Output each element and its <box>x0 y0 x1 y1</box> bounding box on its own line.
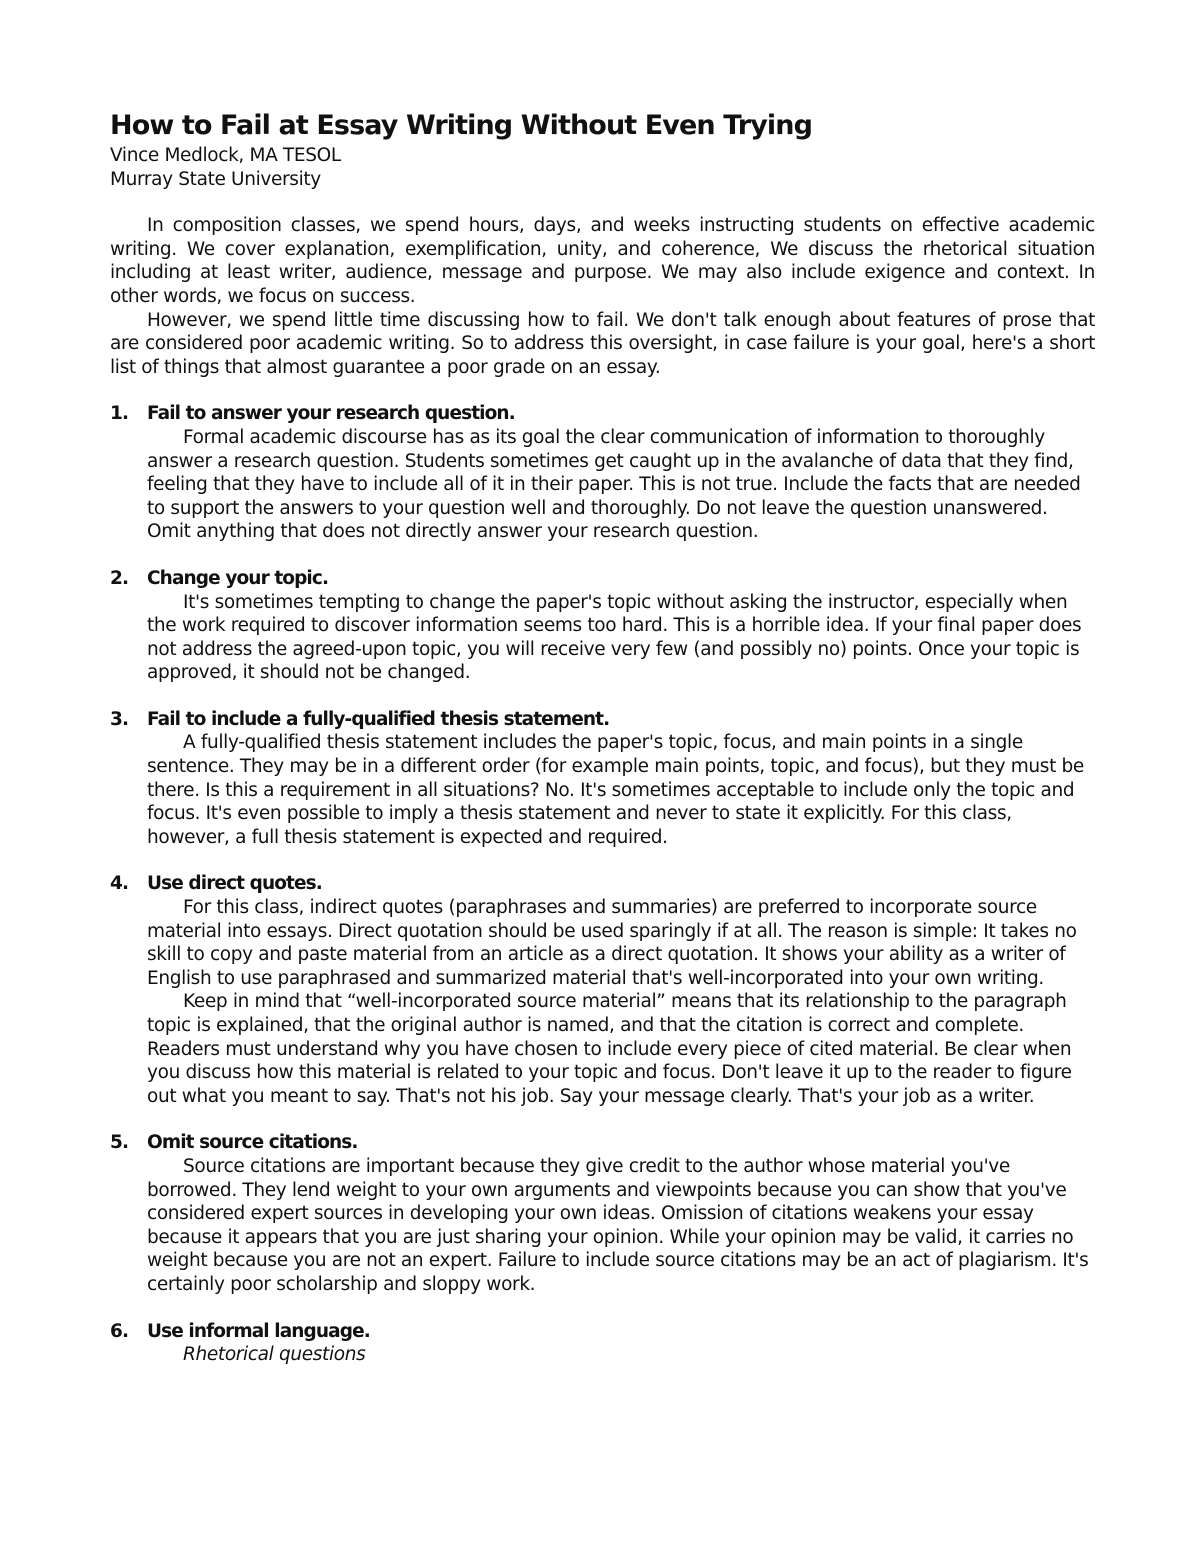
section-paragraph: It's sometimes tempting to change the paper's topic without asking the instructor, especially when the work required to discover information seems too hard. This is a horrible idea. If your final paper does not address the agreed-upon topic, you will receive very few (and possibly no) points. Once your topic is approved, it should not be changed. <box>147 591 1082 684</box>
document-page <box>110 108 1095 1367</box>
institution-line: Murray State University <box>110 168 321 190</box>
section-subheading: Rhetorical questions <box>183 1344 366 1366</box>
section-heading <box>110 872 1095 896</box>
section-body <box>147 426 1095 544</box>
section-paragraph: A fully-qualified thesis statement includes the paper's topic, focus, and main points in a single sentence. They may be in a different order (for example main points, topic, and focus), but they must be there. Is this a requirement in all situations? No. It's sometimes acceptable to include only the topic and focus. It's even possible to imply a thesis statement and never to state it explicitly. For this class, however, a full thesis statement is expected and required. <box>147 732 1084 848</box>
section-title: Fail to answer your research question. <box>147 403 515 425</box>
section-number: 1. <box>110 403 129 425</box>
section-body <box>147 1343 1095 1367</box>
section-body <box>147 1155 1095 1297</box>
section-3 <box>110 708 1095 850</box>
section-title: Use direct quotes. <box>147 873 322 895</box>
section-title: Use informal language. <box>147 1320 370 1342</box>
section-4 <box>110 872 1095 1108</box>
section-heading <box>110 708 1095 732</box>
author-line: Vince Medlock, MA TESOL <box>110 145 341 166</box>
section-1 <box>110 402 1095 544</box>
document-title: How to Fail at Essay Writing Without Even Trying <box>110 110 813 141</box>
section-title: Fail to include a fully-qualified thesis statement. <box>147 708 610 730</box>
section-heading <box>110 567 1095 591</box>
intro-paragraph: However, we spend little time discussing how to fail. We don't talk enough about features of prose that are considered poor academic writing. So to address this oversight, in case failure is your goal, here's a short list of things that almost guarantee a poor grade on an essay. <box>110 309 1095 378</box>
section-number: 2. <box>110 567 129 589</box>
section-5 <box>110 1131 1095 1296</box>
section-paragraph: Source citations are important because they give credit to the author whose material you've borrowed. They lend weight to your own arguments and viewpoints because you can show that you've considered expert sources in developing your own ideas. Omission of citations weakens your essay because it appears that you are just sharing your opinion. While your opinion may be valid, it carries no weight because you are not an expert. Failure to include source citations may be an act of plagiarism. It's certainly poor scholarship and sloppy work. <box>147 1155 1089 1295</box>
section-number: 4. <box>110 873 129 895</box>
intro-paragraph: In composition classes, we spend hours, days, and weeks instructing students on effective academic writing. We cover explanation, exemplification, unity, and coherence, We discuss the rhetorical situation including at least writer, audience, message and purpose. We may also include exigence and context. In other words, we focus on success. <box>110 215 1095 307</box>
section-body <box>147 591 1095 685</box>
section-number: 3. <box>110 708 129 730</box>
section-heading <box>110 1320 1095 1344</box>
section-paragraph: Keep in mind that “well-incorporated source material” means that its relationship to the paragraph topic is explained, that the original author is named, and that the citation is correct and complete. Readers must understand why you have chosen to include every piece of cited material. Be clear when you discuss how this material is related to your topic and focus. Don't leave it up to the reader to figure out what you meant to say. That's not his job. Say your message clearly. That's your job as a writer. <box>147 991 1072 1107</box>
section-body <box>147 731 1095 849</box>
section-paragraph: Formal academic discourse has as its goal the clear communication of information to thoroughly answer a research question. Students sometimes get caught up in the avalanche of data that they find, feeling that they have to include all of it in their paper. This is not true. Include the facts that are needed to support the answers to your question well and thoroughly. Do not leave the question unanswered. Omit anything that does not directly answer your research question. <box>147 426 1081 543</box>
section-body <box>147 896 1095 1108</box>
section-6 <box>110 1320 1095 1367</box>
introduction <box>110 214 1095 379</box>
section-2 <box>110 567 1095 685</box>
section-number: 6. <box>110 1320 129 1342</box>
section-heading <box>110 1131 1095 1155</box>
section-number: 5. <box>110 1132 129 1154</box>
section-heading <box>110 402 1095 426</box>
section-title: Change your topic. <box>147 567 329 589</box>
section-paragraph: For this class, indirect quotes (paraphrases and summaries) are preferred to incorporate source material into essays. Direct quotation should be used sparingly if at all. The reason is simple: It takes no skill to copy and paste material from an article as a direct quotation. It shows your ability as a writer of English to use paraphrased and summarized material that's well-incorporated into your own writing. <box>147 897 1077 989</box>
section-title: Omit source citations. <box>147 1132 358 1154</box>
